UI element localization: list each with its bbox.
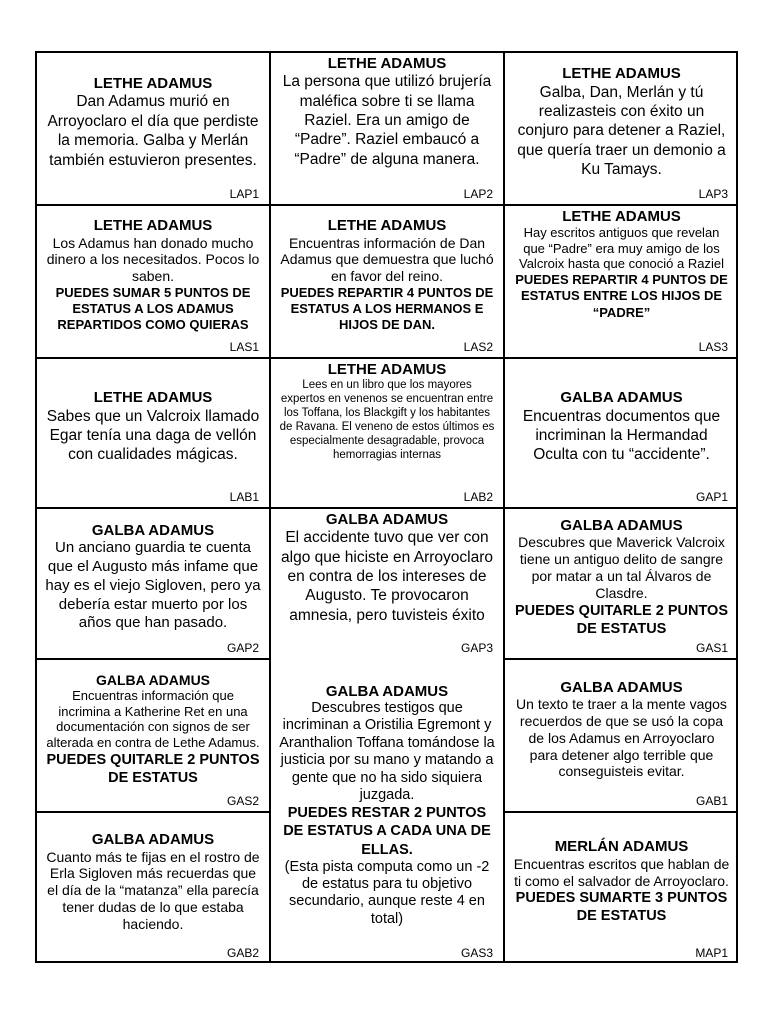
clue-card-lap3 [505,53,738,204]
card-text: Los Adamus han donado mucho dinero a los necesitados. Pocos lo saben. [46,234,260,285]
card-title: GALBA ADAMUS [325,682,449,700]
card-text: Encuentras información de Dan Adamus que demuestra que luchó en favor del reino. [280,234,494,285]
card-code: GAP2 [226,641,259,655]
card-bonus: PUEDES QUITARLE 2 PUNTOS DE ESTATUS [46,751,260,786]
card-text: Encuentras información que incrimina a Katherine Ret en una documentación con signos de ser alterada en contra de Lethe Adamus. [46,688,260,751]
card-text: La persona que utilizó brujería maléfica sobre ti se llama Raziel. Era un amigo de “Padre”. Raziel embaucó a “Padre” de alguna manera. [282,73,492,168]
card-title: GALBA ADAMUS [91,522,215,539]
card-code: LAB2 [463,490,493,504]
card-code: LAP2 [463,187,493,201]
card-title: GALBA ADAMUS [560,389,683,407]
card-code: MAP1 [695,946,728,960]
card-text: Lees en un libro que los mayores expertos en venenos se encuentran entre los Toffana, los Blackgift y los habitantes de Ravana. El veneno de estos últimos es especialmente desagradable, provoca hemorragias internas [279,379,495,462]
card-code: GAP1 [695,490,728,504]
card-title: GALBA ADAMUS [91,831,215,849]
card-bonus: PUEDES SUMAR 5 PUNTOS DE ESTATUS A LOS ADAMUS REPARTIDOS COMO QUIERAS [55,284,251,333]
card-bonus: PUEDES REPARTIR 4 PUNTOS DE ESTATUS A LOS HERMANOS E HIJOS DE DAN. [280,284,494,333]
card-title: LETHE ADAMUS [93,217,213,235]
clue-card-gas3 [271,660,503,963]
card-text: Hay escritos antiguos que revelan que “Padre” era muy amigo de los Valcroix hasta que conoció a Raziel [519,225,724,272]
card-text: El accidente tuvo que ver con algo que hiciste en Arroyoclaro en contra de los intereses de Augusto. Te provocaron amnesia, pero tuvisteis éxito [281,529,493,624]
clue-card-las3 [505,206,738,357]
card-bonus: PUEDES QUITARLE 2 PUNTOS DE ESTATUS [515,602,728,637]
clue-card-sheet [35,51,738,963]
card-text: Cuanto más te fijas en el rostro de Erla Sigloven más recuerdas que el día de la “matanza” ella parecía tener dudas de lo que estaba haciendo. [46,848,260,932]
card-code: LAP1 [229,187,259,201]
card-title: LETHE ADAMUS [327,361,447,378]
clue-card-gab2 [37,813,269,963]
card-note: (Esta pista computa como un -2 de estatus para tu objetivo secundario, aunque reste 4 en total) [284,858,490,927]
card-code: GAB1 [695,794,728,808]
card-title: LETHE ADAMUS [93,75,213,93]
clue-card-lab2 [271,359,503,507]
card-text: Encuentras escritos que hablan de ti como el salvador de Arroyoclaro. [513,855,730,889]
card-code: GAS2 [226,794,259,808]
clue-card-las1 [37,206,269,357]
card-text: Un anciano guardia te cuenta que el Augusto más infame que hay es el viejo Sigloven, pero ya debería estar muerto por los años que han pasado. [45,539,261,632]
clue-card-gab1 [505,660,738,811]
card-title: GALBA ADAMUS [325,511,449,528]
card-code: LAS1 [229,340,259,354]
clue-card-lab1 [37,359,269,507]
clue-card-gap1 [505,359,738,507]
card-code: GAB2 [226,946,259,960]
clue-card-gap2 [37,509,269,658]
clue-card-gap3 [271,509,503,658]
card-title: LETHE ADAMUS [93,389,213,407]
card-code: GAS3 [460,946,493,960]
card-code: LAS2 [463,340,493,354]
card-title: GALBA ADAMUS [95,672,211,689]
card-text: Dan Adamus murió en Arroyoclaro el día que perdiste la memoria. Galba y Merlán también estuvieron presentes. [47,93,259,169]
card-code: LAB1 [229,490,259,504]
card-code: LAS3 [698,340,728,354]
clue-card-gas2 [37,660,269,811]
card-text: Galba, Dan, Merlán y tú realizasteis con éxito un conjuro para detener a Raziel, que quería traer un demonio a Ku Tamays. [517,83,726,179]
card-title: LETHE ADAMUS [327,217,447,235]
clue-card-lap1 [37,53,269,204]
card-code: GAS1 [695,641,728,655]
clue-card-las2 [271,206,503,357]
card-code: LAP3 [698,187,728,201]
card-title: LETHE ADAMUS [562,65,681,83]
card-text: Encuentras documentos que incriminan la Hermandad Oculta con tu “accidente”. [522,407,721,464]
card-code: GAP3 [460,641,493,655]
card-bonus: PUEDES SUMARTE 3 PUNTOS DE ESTATUS [515,890,728,925]
card-title: LETHE ADAMUS [562,208,681,225]
clue-card-lap2 [271,53,503,204]
card-bonus: PUEDES RESTAR 2 PUNTOS DE ESTATUS A CADA UNA DE ELLAS. [283,805,491,858]
clue-card-gas1 [505,509,738,658]
card-title: MERLÁN ADAMUS [554,838,689,856]
card-text: Descubres que Maverick Valcroix tiene un antiguo delito de sangre por matar a un tal Álvaros de Clasdre. [518,534,725,601]
card-title: GALBA ADAMUS [560,517,683,535]
card-text: Descubres testigos que incriminan a Oristilia Egremont y Aranthalion Toffana tomándose la justicia por su mano y matando a gente que no ha sido siquiera juzgada. [279,699,495,803]
card-title: GALBA ADAMUS [560,678,683,696]
clue-card-map1 [505,813,738,963]
card-title: LETHE ADAMUS [327,55,447,72]
card-text: Sabes que un Valcroix llamado Egar tenía una daga de vellón con cualidades mágicas. [46,407,260,464]
card-bonus: PUEDES REPARTIR 4 PUNTOS DE ESTATUS ENTRE LOS HIJOS DE “PADRE” [515,272,728,320]
card-text: Un texto te traer a la mente vagos recuerdos de que se usó la copa de los Adamus en Arroyoclaro para detener algo terrible que conseguisteis evitar. [516,696,727,780]
